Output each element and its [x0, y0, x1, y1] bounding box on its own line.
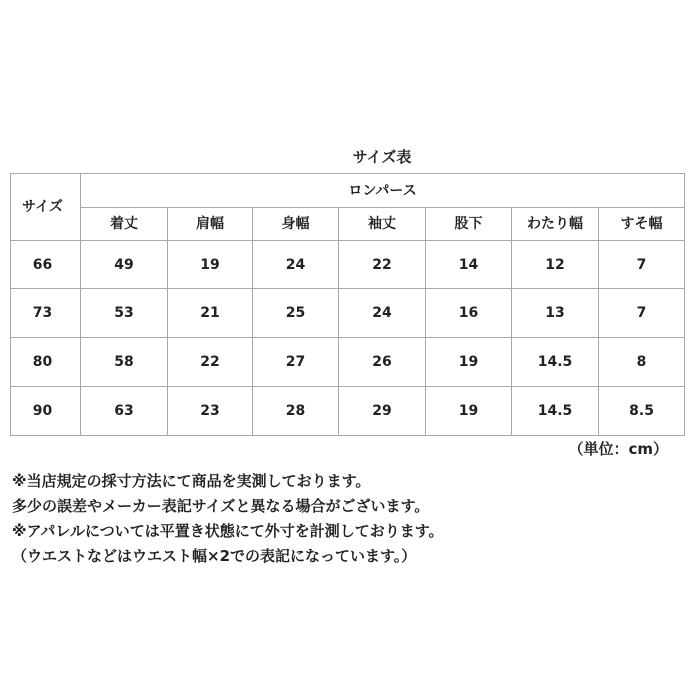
table-cell: 22 [339, 241, 426, 289]
table-cell: 24 [253, 241, 339, 289]
table-cell: 14.5 [512, 387, 599, 436]
table-cell: 21 [168, 289, 253, 338]
column-header-row [11, 208, 685, 241]
table-cell: 23 [168, 387, 253, 436]
table-cell: 24 [339, 289, 426, 338]
table-header-row [11, 174, 685, 208]
table-cell: 22 [168, 338, 253, 387]
table-cell: 14 [426, 241, 512, 289]
table-row [11, 241, 685, 289]
note-line: ※アパレルについては平置き状態にて外寸を計測しております。 [12, 522, 444, 540]
table-cell: 26 [339, 338, 426, 387]
table-cell: 8 [599, 338, 685, 387]
unit-label: （単位：cm） [568, 440, 668, 458]
size-header-cell: サイズ [11, 174, 81, 241]
table-cell: 7 [599, 289, 685, 338]
column-header: 着丈 [81, 208, 168, 241]
column-header: 袖丈 [339, 208, 426, 241]
notes [12, 469, 672, 569]
table-cell: 13 [512, 289, 599, 338]
column-header: 股下 [426, 208, 512, 241]
size-cell: 66 [11, 241, 81, 289]
table-cell: 12 [512, 241, 599, 289]
note-line: ※当店規定の採寸方法にて商品を実測しております。 [12, 472, 371, 490]
table-cell: 16 [426, 289, 512, 338]
table-row [11, 338, 685, 387]
table-row [11, 289, 685, 338]
table-cell: 49 [81, 241, 168, 289]
table-cell: 19 [426, 338, 512, 387]
table-cell: 29 [339, 387, 426, 436]
table-cell: 58 [81, 338, 168, 387]
table-cell: 53 [81, 289, 168, 338]
table-cell: 19 [168, 241, 253, 289]
table-cell: 63 [81, 387, 168, 436]
column-header: わたり幅 [512, 208, 599, 241]
group-header-cell: ロンパース [81, 174, 685, 208]
size-cell: 73 [11, 289, 81, 338]
note-line: 多少の誤差やメーカー表記サイズと異なる場合がございます。 [12, 497, 430, 515]
column-header: 身幅 [253, 208, 339, 241]
size-table [10, 173, 685, 436]
size-cell: 90 [11, 387, 81, 436]
table-cell: 28 [253, 387, 339, 436]
table-row [11, 387, 685, 436]
column-header: 肩幅 [168, 208, 253, 241]
column-header: すそ幅 [599, 208, 685, 241]
table-cell: 27 [253, 338, 339, 387]
table-cell: 25 [253, 289, 339, 338]
table-cell: 7 [599, 241, 685, 289]
note-line: （ウエストなどはウエスト幅×2での表記になっています。） [12, 547, 417, 565]
size-cell: 80 [11, 338, 81, 387]
table-cell: 8.5 [599, 387, 685, 436]
table-cell: 19 [426, 387, 512, 436]
size-chart-title: サイズ表 [352, 148, 412, 166]
table-cell: 14.5 [512, 338, 599, 387]
